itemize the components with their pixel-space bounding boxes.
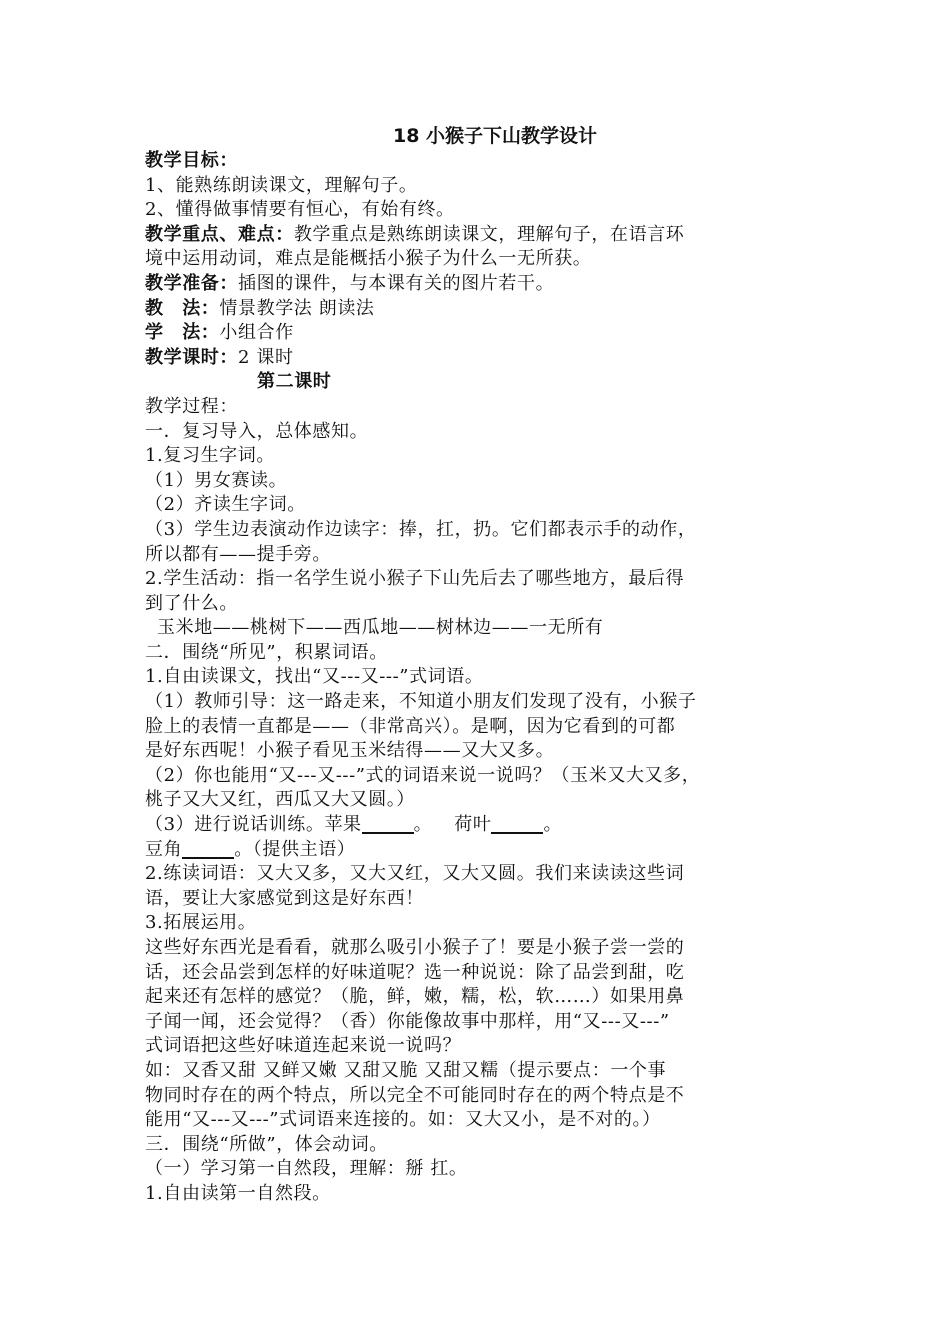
paragraph-line: 子闻一闻，还会觉得？（香）你能像故事中那样，用“又---又---” [145,1010,670,1032]
speaking-exercise-line [145,838,825,863]
fill-blank [491,814,543,834]
teaching-method-label: 教 法： [145,297,220,319]
class-hours-label: 教学课时： [145,346,238,368]
exercise-text: 。 [413,814,433,836]
class-hours-text: 2 课时 [238,346,294,368]
paragraph-line: （2）齐读生字词。 [145,494,306,516]
fill-blank [362,814,414,834]
preparation-line [145,272,825,297]
exercise-text: 。 [543,814,563,836]
class-hours-line [145,346,825,371]
learning-method-text: 小组合作 [219,322,294,344]
goals-label: 教学目标： [145,150,238,171]
paragraph-line: （2）你也能用“又---又---”式的词语来说一说吗？（玉米又大又多， [145,764,701,786]
speaking-exercise-line [145,813,825,838]
process-label: 教学过程： [145,395,238,417]
paragraph-line: 语，要让大家感觉到这是好东西！ [145,887,424,909]
exercise-text: 荷叶 [454,814,492,836]
document-page [145,123,825,1207]
paragraph-line: 起来还有怎样的感觉？（脆，鲜，嫩，糯，松，软……）如果用鼻 [145,986,685,1008]
key-points-text: 教学重点是熟练朗读课文，理解句子，在语言环 [293,223,685,245]
paragraph-line: 能用“又---又---”式词语来连接的。如：又大又小，是不对的。） [145,1109,661,1131]
paragraph-line: 2.练读词语：又大又多，又大又红，又大又圆。我们来读读这些词 [145,863,685,885]
key-points-line: 境中运用动词，难点是能概括小猴子为什么一无所获。 [145,248,592,270]
paragraph-line: （3）学生边表演动作边读字：捧，扛，扔。它们都表示手的动作， [145,518,697,540]
page-title: 18 小猴子下山教学设计 [392,125,598,147]
exercise-text: 。（提供主语） [234,838,356,860]
section-heading: 一．复习导入，总体感知。 [145,420,369,442]
paragraph-line: 1.自由读第一自然段。 [145,1182,331,1204]
learning-method-label: 学 法： [145,322,220,344]
paragraph-line: 2.学生活动：指一名学生说小猴子下山先后去了哪些地方，最后得 [145,568,685,590]
goal-line: 1、能熟练朗读课文，理解句子。 [145,174,418,196]
route-line: 玉米地——桃树下——西瓜地——树林边——一无所有 [157,617,604,639]
paragraph-line: （一）学习第一自然段，理解：掰 扛。 [145,1158,468,1180]
learning-method-line [145,321,825,346]
section-heading: 三．围绕“所做”，体会动词。 [145,1133,388,1155]
paragraph-line: （1）教师引导：这一路走来，不知道小朋友们发现了没有，小猴子 [145,691,697,713]
paragraph-line: 1.复习生字词。 [145,445,275,467]
paragraph-line: 脸上的表情一直都是——（非常高兴）。是啊，因为它看到的可都 [145,715,676,737]
section-heading: 二．围绕“所见”，积累词语。 [145,641,388,663]
paragraph-line: 如：又香又甜 又鲜又嫩 又甜又脆 又甜又糯（提示要点：一个事 [145,1059,667,1081]
paragraph-line: 这些好东西光是看看，就那么吸引小猴子了！要是小猴子尝一尝的 [145,937,685,958]
preparation-text: 插图的课件，与本课有关的图片若干。 [238,272,555,294]
paragraph-line: 1.自由读课文，找出“又---又---”式词语。 [145,666,484,688]
exercise-text: 豆角 [145,838,183,860]
paragraph-line: 话，还会品尝到怎样的好味道呢？选一种说说：除了品尝到甜，吃 [145,961,685,983]
teaching-method-line [145,297,825,322]
paragraph-line: 所以都有——提手旁。 [145,543,331,565]
paragraph-line: （1）男女赛读。 [145,469,288,491]
paragraph-line: 桃子又大又红，西瓜又大又圆。） [145,789,415,811]
paragraph-line: 3.拓展运用。 [145,912,257,934]
key-points-line [145,223,825,248]
goal-line: 2、懂得做事情要有恒心，有始有终。 [145,199,455,221]
fill-blank [182,839,234,859]
paragraph-line: 到了什么。 [145,592,238,614]
paragraph-line: 是好东西呢！小猴子看见玉米结得——又大又多。 [145,740,555,762]
key-points-label: 教学重点、难点： [145,223,294,245]
teaching-method-text: 情景教学法 朗读法 [219,297,375,319]
lesson-title: 第二课时 [257,371,332,393]
goals-heading [145,149,825,174]
preparation-label: 教学准备： [145,272,238,294]
paragraph-line: 物同时存在的两个特点，所以完全不可能同时存在的两个特点是不 [145,1084,685,1106]
exercise-text: （3）进行说话训练。苹果 [145,814,362,836]
paragraph-line: 式词语把这些好味道连起来说一说吗？ [145,1035,462,1057]
